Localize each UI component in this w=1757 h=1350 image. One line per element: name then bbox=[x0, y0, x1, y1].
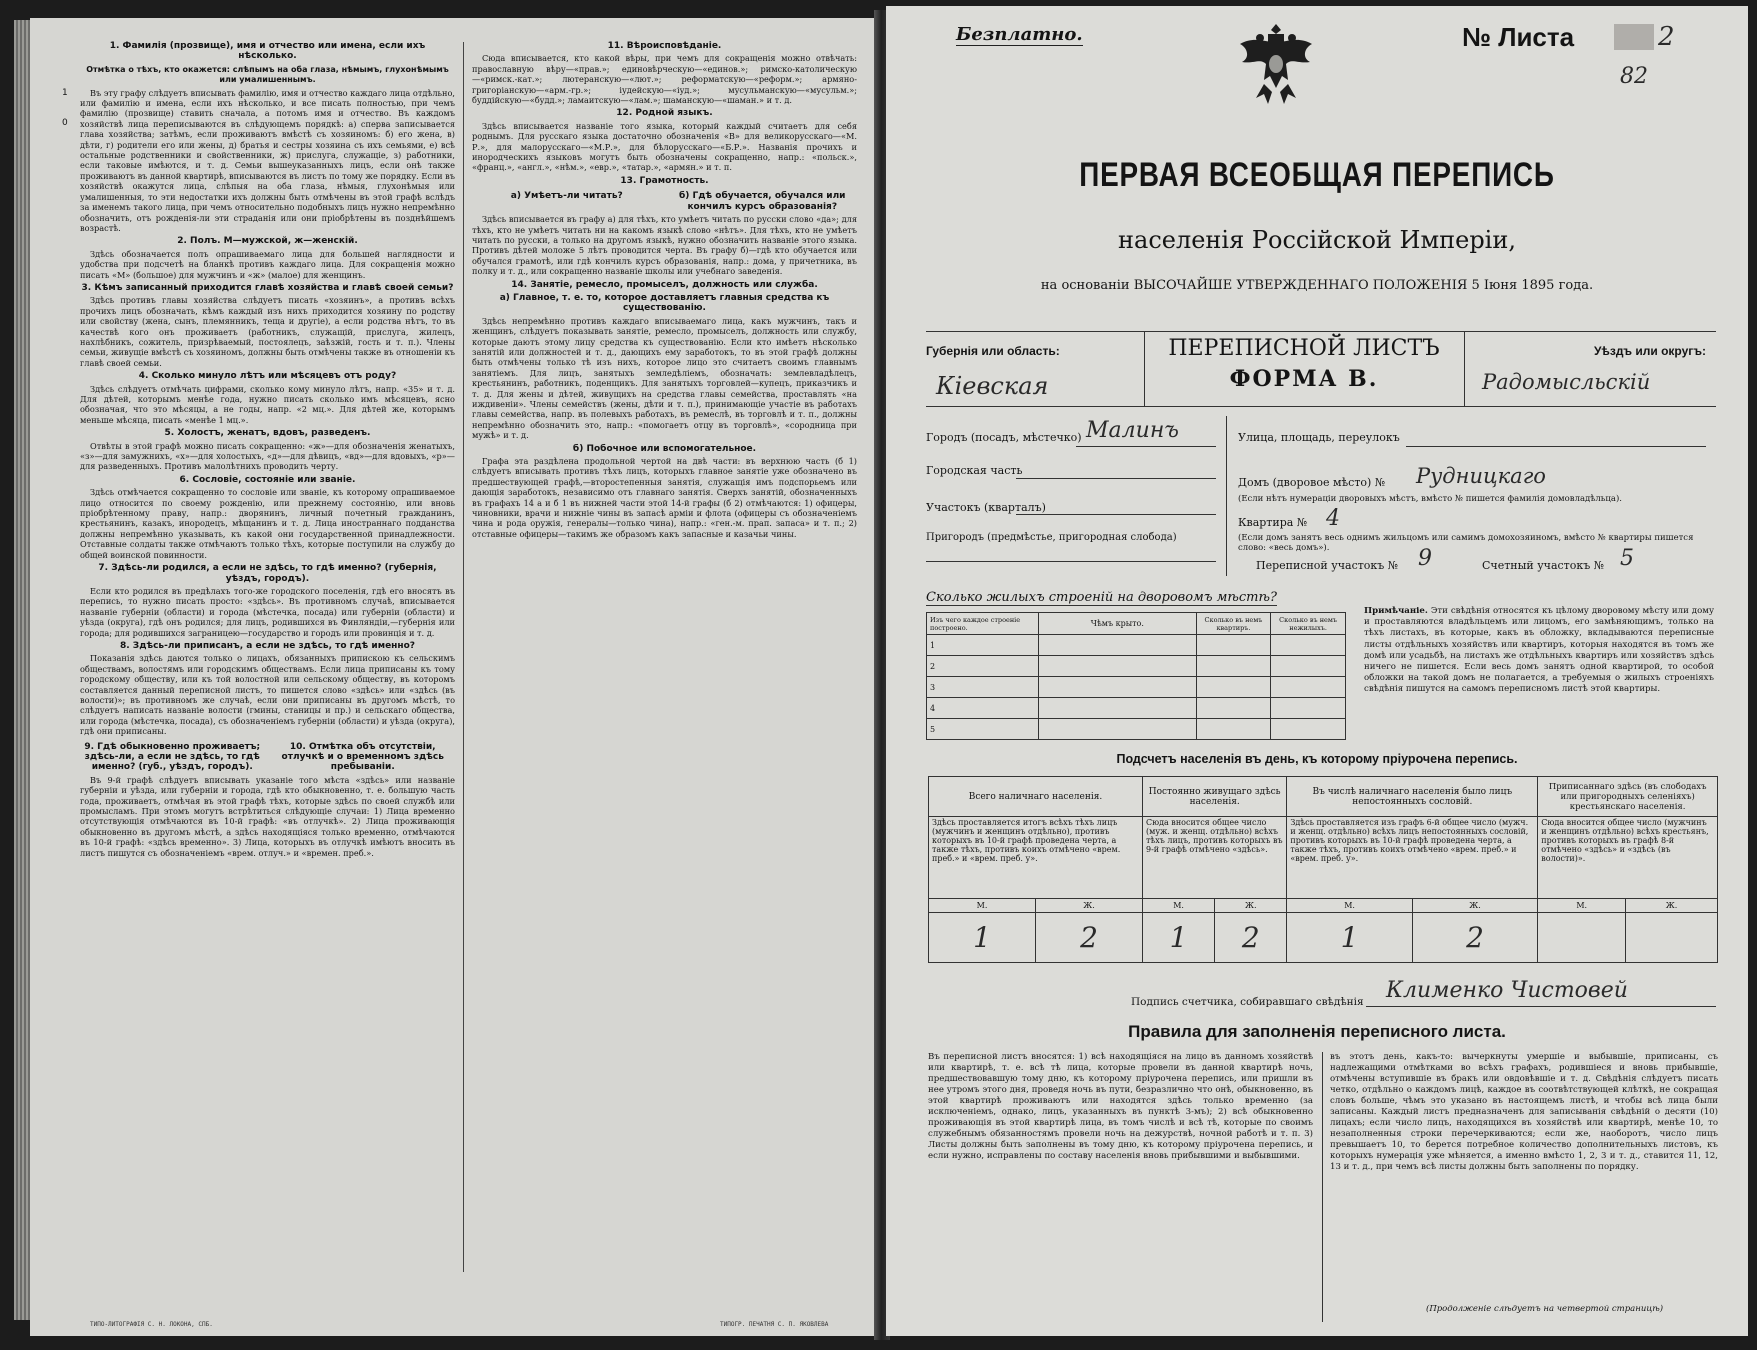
city-part-label: Городская часть bbox=[926, 464, 1023, 477]
plot-label: Участокъ (кварталъ) bbox=[926, 501, 1046, 514]
city-handwritten: Малинъ bbox=[1086, 418, 1179, 443]
rule-line bbox=[1016, 514, 1216, 515]
right-column bbox=[472, 38, 857, 1318]
q3-body: Здѣсь противъ главы хозяйства слѣдуетъ писать «хозяинъ», а противъ всѣхъ прочихъ лицъ обозначать, кѣмъ каждый изъ нихъ приходится хозяину по родству или свойству (жена, сынъ, племянникъ, теща и другіе), а если родства нѣтъ, то въ качествѣ кого онъ проживаетъ (работникъ, служащій, прислуга, жилецъ, нахлѣбникъ, сожитель, призрѣваемый, постоялецъ, заѣзжій, гость и т. п.). Члены семьи, живущіе вмѣстѣ съ хозяиномъ, должны быть отмѣчены также въ отношеніи къ главѣ своей семьи. bbox=[80, 295, 455, 368]
ct-permanent-male: 1 bbox=[1142, 913, 1214, 963]
census-area-label: Переписной участокъ № bbox=[1256, 559, 1399, 572]
suburb-label: Пригородъ (предмѣстье, пригородная слобода) bbox=[926, 532, 1177, 543]
ct-total-male: 1 bbox=[929, 913, 1036, 963]
ct-desc-peasant: Сюда вносится общее число (мужчинъ и женщинъ отдѣльно) всѣхъ крестьянъ, противъ которыхъ въ графѣ 8-й отмѣчено «здѣсь» и «здѣсь (въ волости)». bbox=[1538, 817, 1718, 899]
rule-line bbox=[1076, 446, 1216, 447]
ct-female-label: Ж. bbox=[1035, 899, 1142, 913]
population-count-table bbox=[928, 776, 1718, 963]
rule-line bbox=[1226, 416, 1227, 576]
rule-line bbox=[926, 561, 1216, 562]
free-label: Безплатно. bbox=[956, 24, 1083, 45]
ct-male-label: М. bbox=[1142, 899, 1214, 913]
q3-heading: 3. Кѣмъ записанный приходится главѣ хозяйства и главѣ своей семьи? bbox=[81, 282, 454, 293]
apartment-note: (Если домъ занятъ весь однимъ жильцомъ или самимъ домохозяиномъ, вмѣсто № квартиры пишется слово: «весь домъ»). bbox=[1238, 533, 1694, 553]
ct-header-transient: Въ числѣ наличнаго населенія было лицъ непостоянныхъ сословій. bbox=[1287, 777, 1538, 817]
buildings-table bbox=[926, 612, 1346, 740]
q5-body: Отвѣты в этой графѣ можно писать сокращенно: «ж»—для обозначенія женатыхъ, «з»—для замужнихъ, «х»—для холостыхъ, «д»—для дѣвицъ, «вд»—для вдовыхъ, «р»—для разведенныхъ. Противъ малолѣтнихъ проводить черту. bbox=[80, 440, 455, 472]
archive-number-handwritten: 82 bbox=[1620, 64, 1648, 89]
q9-heading: 9. Гдѣ обыкновенно проживаетъ; здѣсь-ли, а если не здѣсь, то гдѣ именно? (губ., уѣздъ, городъ). bbox=[84, 741, 261, 773]
imperial-eagle-emblem bbox=[1234, 18, 1318, 114]
bt-header-nonresidential: Сколько въ немъ нежилыхъ. bbox=[1271, 613, 1346, 635]
q13a-heading: а) Умѣетъ-ли читать? bbox=[510, 191, 623, 202]
q4-body: Здѣсь слѣдуетъ отмѣчать цифрами, сколько кому минуло лѣтъ, напр. «35» и т. д. Для дѣтей, которымъ менѣе года, нужно писать сколько имъ мѣсяцевъ, ясно обозначая, что это мѣсяцы, а не годы, напр. «2 мц.». Для дѣтей же, которымъ меньше мѣсяца, писать «менѣе 1 мц.». bbox=[80, 383, 455, 425]
street-label: Улица, площадь, переулокъ bbox=[1238, 431, 1400, 444]
house-handwritten: Рудницкаго bbox=[1416, 464, 1546, 488]
bt-header-roof: Чѣмъ крыто. bbox=[1038, 613, 1196, 635]
ct-desc-total: Здѣсь проставляется итогъ всѣхъ тѣхъ лицъ (мужчинъ и женщинъ отдѣльно), противъ которыхъ въ 10-й графѣ проведена черта, а также тѣхъ, противъ коихъ отмѣчено «врем. преб.» и «врем. преб. у». bbox=[929, 817, 1143, 899]
q13-heading: 13. Грамотность. bbox=[620, 175, 709, 186]
rule-line bbox=[926, 331, 1716, 332]
buildings-note bbox=[1364, 606, 1714, 696]
counter-area-handwritten: 5 bbox=[1620, 546, 1634, 571]
q7-heading: 7. Здѣсь-ли родился, а если не здѣсь, то гдѣ именно? (губернія, уѣздъ, городъ). bbox=[98, 563, 437, 584]
census-area-handwritten: 9 bbox=[1418, 546, 1432, 571]
rule-line bbox=[926, 406, 1716, 407]
sheet-number-label: № Листа bbox=[1462, 22, 1575, 52]
bt-header-material: Изъ чего каждое строеніе построено. bbox=[927, 613, 1039, 635]
bt-row-number: 1 bbox=[927, 635, 1039, 656]
q11-body: Сюда вписывается, кто какой вѣры, при чемъ для сокращенія можно отвѣчать: православную вѣру—«прав.»; единовѣрческую—«единов.»; римско-католическую—«римск.-кат.»; лютеранскую—«лют.»; реформатскую—«реформ.»; армяно-григоріанскую—«арм.-гр.»; іудейскую—«іуд.»; мусульманскую—«мусульм.»; буддійскую—«будд.»; ламаитскую—«лам.»; шаманскую—«шаман.» и т. д. bbox=[472, 53, 857, 106]
ct-permanent-female: 2 bbox=[1215, 913, 1287, 963]
main-title: ПЕРВАЯ ВСЕОБЩАЯ ПЕРЕПИСЬ bbox=[1079, 156, 1555, 194]
q14a-heading: а) Главное, т. е. то, которое доставляетъ главныя средства къ существованію. bbox=[499, 292, 830, 314]
q4-heading: 4. Сколько минуло лѣтъ или мѣсяцевъ отъ роду? bbox=[138, 371, 397, 382]
q5-heading: 5. Холостъ, женатъ, вдовъ, разведенъ. bbox=[164, 428, 371, 439]
q10-heading: 10. Отмѣтка объ отсутствіи, отлучкѣ и о временномъ здѣсь пребываніи. bbox=[281, 741, 444, 773]
ct-male-label: М. bbox=[1538, 899, 1626, 913]
house-label: Домъ (дворовое мѣсто) № bbox=[1238, 476, 1386, 489]
q8-heading: 8. Здѣсь-ли приписанъ, а если не здѣсь, то гдѣ именно? bbox=[119, 640, 416, 651]
note-label: Примѣчаніе. bbox=[1364, 606, 1428, 616]
q14b-heading: б) Побочное или вспомогательное. bbox=[572, 443, 757, 454]
form-title-1: ПЕРЕПИСНОЙ ЛИСТЪ bbox=[1168, 336, 1440, 361]
q7-body: Если кто родился въ предѣлахъ того-же городского поселенія, гдѣ его вносятъ въ перепись, то нужно писать просто: «здѣсь». Въ противномъ случаѣ, вписывается названіе губерніи (области) и города (мѣстечка, посада) или губерніи (области) и уѣзда (округа), гдѣ онъ родился; для лицъ, родившихся въ Финляндіи,—губернія или города; для родившихся заграницею—государство и городъ или провинція и т. д. bbox=[80, 585, 455, 638]
form-title-2: ФОРМА В. bbox=[1229, 366, 1379, 392]
sheet-number-handwritten: 2 bbox=[1658, 22, 1675, 52]
ct-transient-male: 1 bbox=[1287, 913, 1412, 963]
q11-heading: 11. Вѣроисповѣданіе. bbox=[607, 41, 722, 51]
ct-desc-permanent: Сюда вносится общее число (муж. и женщ. отдѣльно) всѣхъ тѣхъ лицъ, противъ которыхъ въ 9-й графѣ отмѣчено «здѣсь». bbox=[1142, 817, 1286, 899]
guberniya-label: Губернія или область: bbox=[926, 344, 1060, 358]
rule-line bbox=[1464, 331, 1465, 406]
printer-mark-left: ТИПО-ЛИТОГРАФІЯ С. Н. ЛОКОНА, СПБ. bbox=[90, 1321, 213, 1328]
buildings-question: Сколько жилыхъ строеній на дворовомъ мѣстѣ? bbox=[926, 590, 1277, 605]
right-page-census-form bbox=[886, 6, 1748, 1336]
column-divider bbox=[1322, 1052, 1323, 1322]
signature-handwritten: Клименко Чистовей bbox=[1386, 978, 1628, 1003]
bt-row-number: 2 bbox=[927, 656, 1039, 677]
q6-heading: 6. Сословіе, состояніе или званіе. bbox=[179, 474, 356, 485]
column-divider bbox=[463, 42, 464, 1272]
rule-line bbox=[1406, 446, 1706, 447]
rules-continuation: (Продолженіе слѣдуетъ на четвертой страницѣ) bbox=[1426, 1304, 1664, 1314]
ct-female-label: Ж. bbox=[1412, 899, 1537, 913]
q14b-body: Графа эта раздѣлена продольной чертой на двѣ части: въ верхнюю часть (б 1) слѣдуетъ вписывать противъ тѣхъ лицъ, которыхъ главное занятіе уже обозначено въ предшествующей графѣ,—второстепенныя занятія, служащія имъ подспорьемъ или дающія заработокъ, независимо отъ главнаго занятія. Сверхъ занятій, обозначенныхъ въ графахъ 14 а и б 1 въ нижней части этой 14-й графы (б 2) отмѣчаются: 1) офицеры, чиновники, врачи и нижніе чины въ запасѣ арміи и флота (офицеры съ обозначеніемъ чина и рода оружія, генералы—только чина), напр.: «ген.-м. прап. запаса» и т. п.; 2) отставные офицеры—такимъ же образомъ какъ запасные и казачьи чины. bbox=[472, 456, 857, 539]
uezd-label: Уѣздъ или округъ: bbox=[1593, 344, 1706, 358]
rules-title: Правила для заполненія переписного листа. bbox=[1128, 1022, 1506, 1041]
uezd-handwritten: Радомысльскій bbox=[1482, 370, 1651, 394]
q9-body: Въ 9-й графѣ слѣдуетъ вписывать указаніе того мѣста «здѣсь» или названіе губерніи и уѣзда, или губерніи и города, гдѣ кто обыкновенно, т. е. большую часть года, проживаетъ, отмѣчая въ этой графѣ тѣхъ, которые здѣсь по своей службѣ или промысламъ. При этомъ могутъ встрѣтиться слѣдующіе случаи: 1) Лица временно отсутствующія отмѣчаются въ 10-й графѣ: «въ отлучкѣ». 2) Лица проживающія обыкновенно въ другомъ мѣстѣ, а здѣсь находящіяся только временно, отмѣчаются въ 10-й графѣ: «здѣсь временно». 3) Лица, которыхъ въ отлучкѣ имѣютъ вносить въ листъ пишутся съ обозначеніемъ «врем. отлуч.» и «времен. преб.». bbox=[80, 774, 455, 858]
q1-heading: 1. Фамилія (прозвище), имя и отчество или имена, если ихъ нѣсколько. bbox=[109, 41, 426, 62]
house-note: (Если нѣтъ нумераціи дворовыхъ мѣстъ, вмѣсто № пишется фамилія домовладѣльца). bbox=[1238, 494, 1622, 504]
q13-body: Здѣсь вписывается въ графу а) для тѣхъ, кто умѣетъ читать по русски слово «да»; для тѣхъ, кто не умѣетъ читать ни на какомъ языкѣ слово «нѣтъ». Для тѣхъ, кто не умѣетъ читать по русски, а только на другомъ языкѣ, нужно обозначить названіе этого языка. Противъ дѣтей моложе 5 лѣтъ проводится черта. Въ графу б)—гдѣ кто обучается или обучался грамотѣ, или гдѣ кончилъ курсъ образованія, напр.: дома, у причетника, въ полку и т. д., или сокращенно названіе школы или учебнаго заведенія. bbox=[472, 214, 857, 277]
q6-body: Здѣсь отмѣчается сокращенно то сословіе или званіе, къ которому опрашиваемое лицо относится по своему рожденію, или прежнему состоянію, или вновь пріобрѣтенному праву, напр.: дворянинъ, личный почетный гражданинъ, крестьянинъ, казакъ, инородецъ, мѣщанинъ и т. д. Лица иностраннаго подданства должны непремѣнно указывать, къ какой они государственной принадлежности. Отставные солдаты также отмѣчаютъ только тѣхъ, которые поступили на службу до общей воинской повинности. bbox=[80, 487, 455, 560]
rule-line bbox=[1016, 478, 1216, 479]
ct-total-female: 2 bbox=[1035, 913, 1142, 963]
count-title: Подсчетъ населенія въ день, къ которому пріурочена перепись. bbox=[1116, 752, 1518, 766]
ct-male-label: М. bbox=[1287, 899, 1412, 913]
guberniya-handwritten: Кіевская bbox=[936, 372, 1049, 400]
q2-body: Здѣсь обозначается полъ опрашиваемаго лица для большей наглядности и удобства при подсчетѣ на бланкѣ противъ каждаго лица. Для сокращенія можно писать «М» (большое) для мужчинъ и «ж» (малое) для женщинъ. bbox=[80, 248, 455, 280]
ct-female-label: Ж. bbox=[1626, 899, 1718, 913]
ct-header-permanent: Постоянно живущаго здѣсь населенія. bbox=[1142, 777, 1286, 817]
ct-header-peasant: Приписаннаго здѣсь (въ слободахъ или пригородныхъ селеніяхъ) крестьянскаго населенія. bbox=[1538, 777, 1718, 817]
left-page-instructions bbox=[30, 18, 878, 1336]
ct-desc-transient: Здѣсь проставляется изъ графъ 6-й общее число (мужч. и женщ. отдѣльно) всѣхъ лицъ непостоянныхъ сословій, противъ которыхъ въ 10-й графѣ проведена черта, а также тѣхъ, противъ коихъ отмѣчено «врем. преб.» и «врем. преб. у». bbox=[1287, 817, 1538, 899]
bt-row-number: 3 bbox=[927, 677, 1039, 698]
crossed-out-number bbox=[1614, 24, 1654, 50]
margin-mark: 1 bbox=[62, 88, 68, 98]
q8-body: Показанія здѣсь даются только о лицахъ, обязанныхъ припискою къ сельскимъ обществамъ, волостямъ или городскимъ обществамъ. Если лица приписаны къ тому городскому обществу, или къ той волостной или сельскому обществу, въ которомъ составляется данный переписной листъ, то пишется слово «здѣсь» или «здѣсь (въ волости)»; въ противномъ же случаѣ, если они приписаны въ другомъ мѣстѣ, то слѣдуетъ написать названіе волости (гмины, станицы и пр.) и сельскаго общества, или города (мѣстечка, посада), съ обозначеніемъ губерніи (области) и уѣзда (округа), гдѣ они приписаны. bbox=[80, 653, 455, 737]
q1-body: Въ эту графу слѣдуетъ вписывать фамилію, имя и отчество каждаго лица отдѣльно, или фамилію и имена, если ихъ нѣсколько, и все писать полностью, при чемъ фамилію (прозвище) ставить сначала, а потомъ имя и отчество. Въ каждомъ хозяйствѣ лица переписываются въ слѣдующемъ порядкѣ: а) сперва записывается глава хозяйства; затѣмъ, если проживаютъ вмѣстѣ съ хозяиномъ: б) его жена, в) дѣти, г) родители его или жены, д) братья и сестры хозяина съ ихъ семьями, е) всѣ остальные родственники и свойственники, ж) прислуга, служащіе, з) работники, если таковые имѣются, и т. д. Семьи вышеуказанныхъ лицъ, если онѣ также проживаютъ въ данной квартирѣ, вписываются въ листъ по тому же порядку. Если въ хозяйствѣ окажутся лица, слѣпыя на оба глаза, нѣмыя, глухонѣмыя или умалишенныя, то эти недостатки ихъ должны быть отмѣчены въ этой графѣ вслѣдъ за именемъ такого лица, при чемъ относительно подобныхъ лицъ нужно непремѣнно обозначить, отъ рожденія-ли эти страданія или они пріобрѣтены въ позднѣйшемъ возрастѣ. bbox=[80, 87, 455, 233]
bt-header-apartments: Сколько въ немъ квартиръ. bbox=[1196, 613, 1270, 635]
q2-heading: 2. Полъ. М—мужской, ж—женскій. bbox=[177, 236, 358, 247]
q12-body: Здѣсь вписывается названіе того языка, который каждый считаетъ для себя роднымъ. Для русскаго языка достаточно обозначенія «В» для великорусскаго—«М. Р.», для малорусскаго—«М.Р.», для бѣлорусскаго—«Б.Р.». Названія прочихъ и инородческихъ языковъ могутъ быть обозначены сокращенно, напр.: «польск.», «франц.», «англ.», «нѣм.», «евр.», «татар.», «армян.» и т. п. bbox=[472, 120, 857, 173]
city-label: Городъ (посадъ, мѣстечко) bbox=[926, 431, 1082, 444]
note-text: Эти свѣдѣнія относятся къ цѣлому дворовому мѣсту или дому и проставляются владѣльцемъ или лицомъ, его замѣняющимъ, только на тѣхъ листахъ, въ которые, какъ въ обложку, вкладываются переписные листы отдѣльныхъ хозяйствъ или квартиръ, которыя находятся въ томъ же домѣ или усадьбѣ, на листахъ же отдѣльныхъ квартиръ или хозяйствъ здѣсь ничего не пишется. Если весь домъ занятъ одной квартирой, то особой обложки на такой домъ не полагается, а требуемыя о жилыхъ строеніяхъ свѣдѣнія пишутся на самомъ переписномъ листѣ этой квартиры. bbox=[1364, 606, 1714, 695]
printer-mark-right: ТИПОГР. ПЕЧАТНЯ С. П. ЯКОВЛЕВА bbox=[720, 1321, 829, 1328]
apartment-label: Квартира № bbox=[1238, 516, 1308, 529]
q12-heading: 12. Родной языкъ. bbox=[616, 108, 713, 119]
ct-header-total: Всего наличнаго населенія. bbox=[929, 777, 1143, 817]
ct-female-label: Ж. bbox=[1215, 899, 1287, 913]
rules-column-1: Въ переписной листъ вносятся: 1) всѣ находящіяся на лицо въ данномъ хозяйствѣ или квартирѣ, т. е. всѣ тѣ лица, которые провели въ данной квартирѣ ночь, предшествовавшую тому дню, къ которому пріурочена перепись, или пришли въ нее утромъ этого дня, проведя ночь въ пути, безразлично что онѣ, обыкновенно, въ этой квартирѣ проживаютъ или находятся здѣсь только временно (за исключеніемъ, однако, лицъ, указанныхъ въ пунктѣ 3-мъ); 2) всѣ обыкновенно проживающія въ этой квартирѣ лица, въ томъ числѣ и всѣ тѣ, которые по своимъ служебнымъ обязанностямъ провели ночь на дежурствѣ, ночной работѣ и т. п. 3) Листы должны быть заполнены въ тому дню, къ которому пріурочена перепись, и если нужно, исправлены по составу населенія вновь прибывшими и выбывшими. bbox=[928, 1052, 1313, 1161]
signature-label: Подпись счетчика, собиравшаго свѣдѣнія bbox=[1131, 996, 1364, 1008]
subtitle: населенія Россійской Имперіи, bbox=[1118, 226, 1516, 254]
q1-sub: Отмѣтка о тѣхъ, кто окажется: слѣпымъ на оба глаза, нѣмымъ, глухонѣмымъ или умалишеннымъ. bbox=[86, 64, 449, 85]
rules-column-2: въ этотъ день, какъ-то: вычеркнуты умершіе и выбывшіе, приписаны, съ надлежащими отмѣтками во всѣхъ графахъ, родившіеся и вновь прибывшіе, отмѣчены вступившіе въ бракъ или овдовѣвшіе и т. д. Свѣдѣнія слѣдуетъ писать четко, отдѣльно о каждомъ лицѣ, каждое въ соотвѣтствующей клѣткѣ, не сокращая словъ больше, чѣмъ это указано въ настоящемъ листѣ, и чтобы всѣ лица были записаны. Каждый листъ предназначенъ для записыванія свѣдѣній о десяти (10) лицахъ; если число лицъ, находящихся въ хозяйствѣ или квартирѣ, менѣе 10, то незаполненныя строки перечеркиваются; если же, наоборотъ, число лицъ превышаетъ 10, то берется потребное количество дополнительныхъ листовъ, къ которыхъ нумерація уже мѣняется, а именно вмѣсто 1, 2, 3 и т. д., ставится 11, 12, 13 и т. д., при чемъ всѣ листы должны быть заполнены по порядку. bbox=[1330, 1052, 1718, 1172]
margin-mark: 0 bbox=[62, 118, 68, 128]
ct-transient-female: 2 bbox=[1412, 913, 1537, 963]
legal-basis: на основаніи ВЫСОЧАЙШЕ УТВЕРЖДЕННАГО ПОЛОЖЕНІЯ 5 Іюня 1895 года. bbox=[1040, 278, 1594, 293]
bt-row-number: 4 bbox=[927, 698, 1039, 719]
ct-male-label: М. bbox=[929, 899, 1036, 913]
q14-body: Здѣсь непремѣнно противъ каждаго вписываемаго лица, какъ мужчинъ, такъ и женщинъ, слѣдуетъ показывать занятіе, ремесло, промыселъ, должность или службу, которые даютъ этому лицу средства къ существованію. Если кто имѣетъ нѣсколько занятій или должностей и т. д., дающихъ ему заработокъ, то въ этой графѣ должны быть отмѣчены только тѣ изъ нихъ, которое лицо это считаетъ своимъ главнымъ занятіемъ. Для лицъ, занятыхъ земледѣліемъ, обозначать: землевладѣлецъ, крестьянинъ, работникъ, поденщикъ. Для занятыхъ торговлей—купецъ, приказчикъ и т. д. Для жены и дѣтей, живущихъ на средства главы семейства, проставлять «на иждивеніи». Члены семействъ (жены, дѣти и т. п.), принимающіе участіе въ работахъ главы семейства, напр. въ полевыхъ работахъ, въ ремеслѣ, въ торговлѣ и т. п., должны непремѣнно обозначить это, напр.: «помогаетъ отцу въ торговлѣ», «сородница при мужѣ» и т. д. bbox=[472, 315, 857, 441]
left-column bbox=[80, 38, 455, 1318]
bt-row-number: 5 bbox=[927, 719, 1039, 740]
q13b-heading: б) Гдѣ обучается, обучался или кончилъ курсъ образованія? bbox=[679, 191, 846, 212]
apartment-handwritten: 4 bbox=[1326, 506, 1340, 531]
rule-line bbox=[1366, 1006, 1716, 1007]
q14-heading: 14. Занятіе, ремесло, промыселъ, должность или служба. bbox=[511, 279, 818, 290]
counter-area-label: Счетный участокъ № bbox=[1482, 559, 1605, 572]
